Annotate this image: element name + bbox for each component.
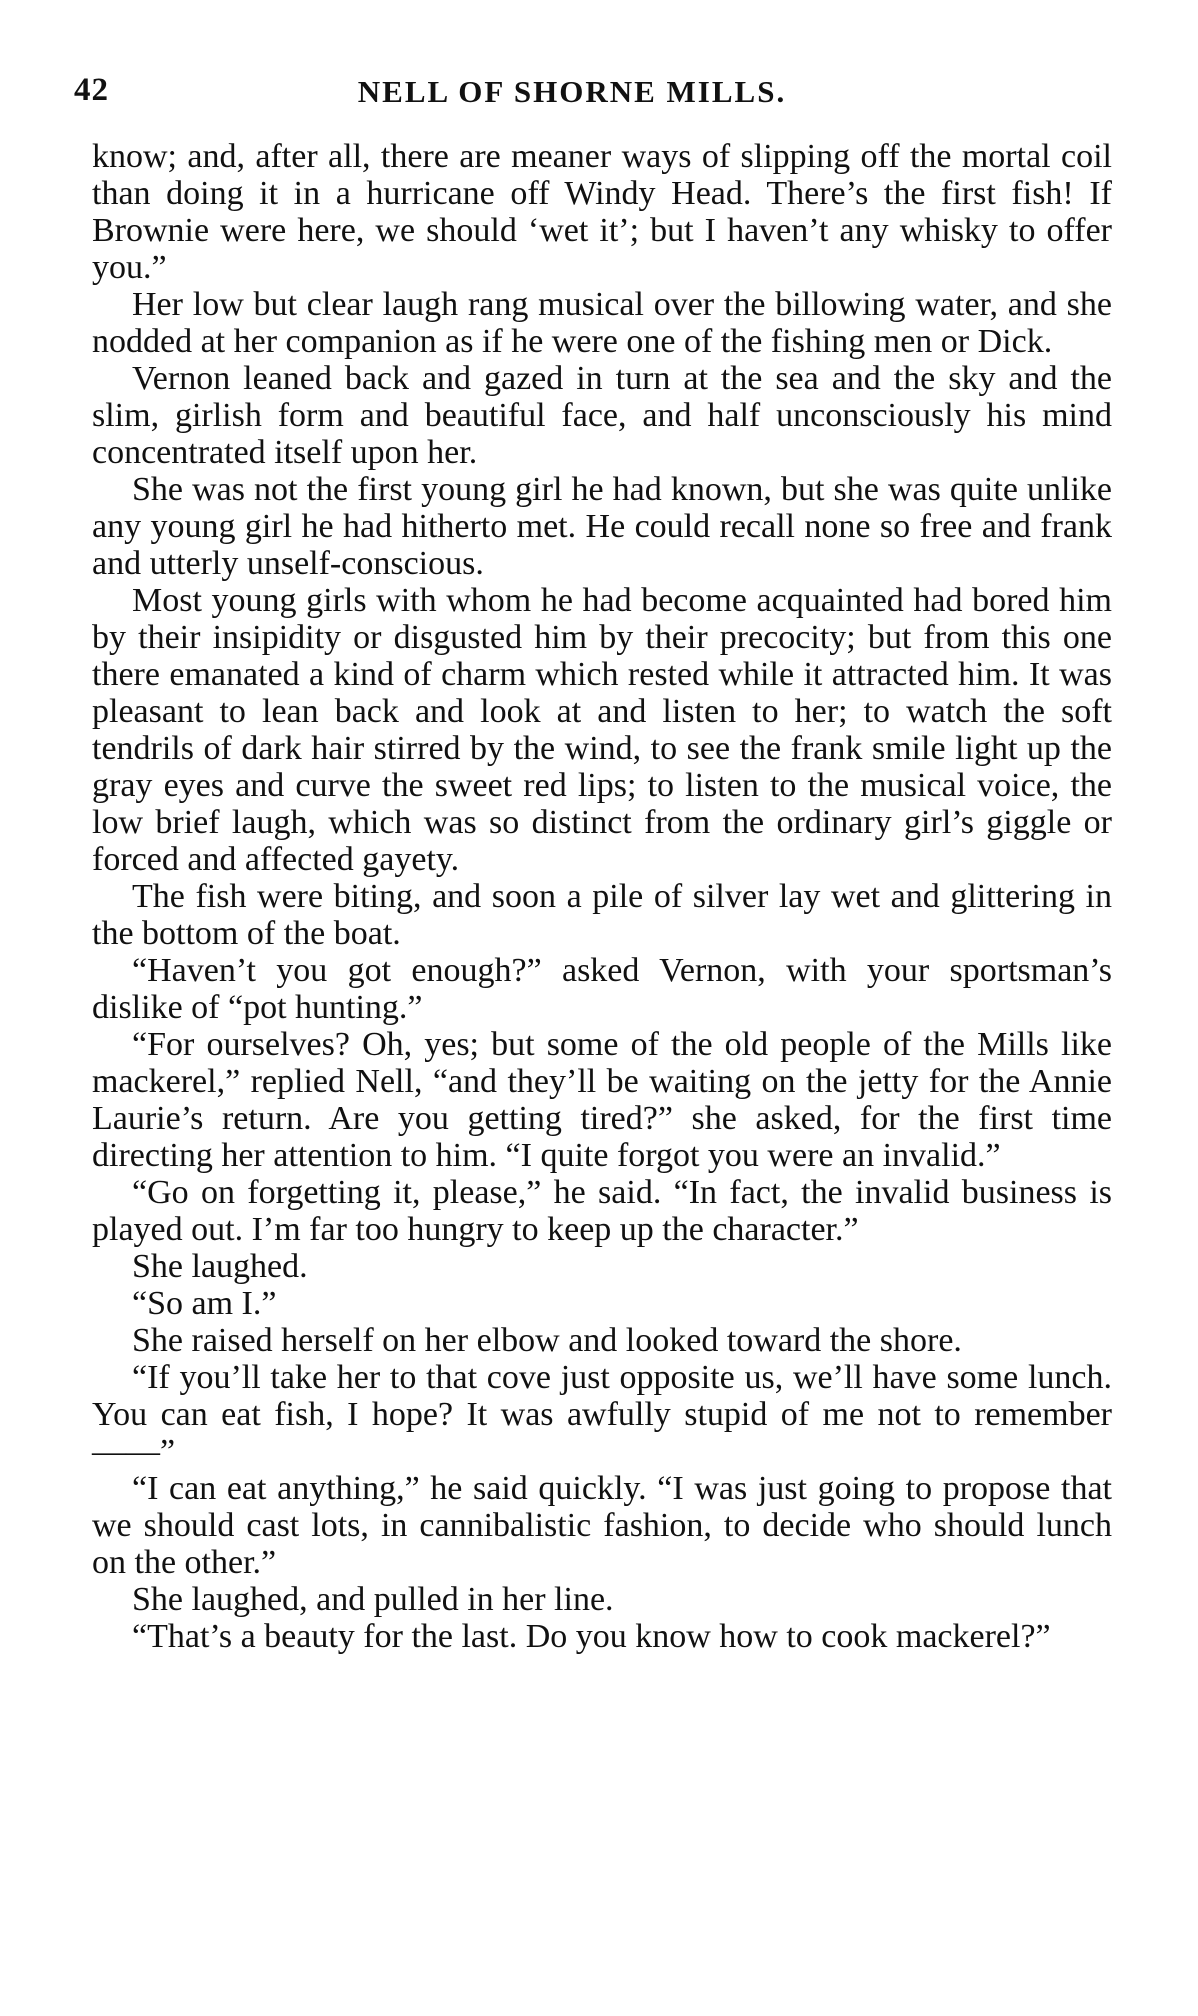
page-number: 42 [74,72,109,108]
paragraph: know; and, after all, there are meaner ways of slipping off the mortal coil than doing it in a hurricane off Windy Head. There’s the first fish! If Brownie were here, we should ‘wet it’; but I haven’t any whisky to offer you.” [92,138,1112,286]
paragraph: “I can eat anything,” he said quickly. “I was just going to propose that we should cast lots, in cannibalistic fashion, to decide who should lunch on the other.” [92,1470,1112,1581]
book-page [74,72,1112,1655]
paragraph: She laughed, and pulled in her line. [132,1581,614,1618]
paragraph: The fish were biting, and soon a pile of silver lay wet and glittering in the bottom of the boat. [92,878,1112,952]
paragraph: “Go on forgetting it, please,” he said. “In fact, the invalid business is played out. I’m far too hungry to keep up the character.” [92,1174,1112,1248]
paragraph: She raised herself on her elbow and looked toward the shore. [132,1322,962,1359]
paragraph: “If you’ll take her to that cove just opposite us, we’ll have some lunch. You can eat fish, I hope? It was awfully stupid of me not to remember——” [92,1359,1112,1470]
paragraph: She laughed. [132,1248,308,1285]
page-header [74,72,1112,132]
paragraph: Vernon leaned back and gazed in turn at the sea and the sky and the slim, girlish form and beautiful face, and half unconsciously his mind concentrated itself upon her. [92,360,1112,471]
paragraph: Her low but clear laugh rang musical over the billowing water, and she nodded at her companion as if he were one of the fishing men or Dick. [92,286,1112,360]
running-title: NELL OF SHORNE MILLS. [357,74,787,109]
paragraph: “For ourselves? Oh, yes; but some of the old people of the Mills like mackerel,” replied Nell, “and they’ll be waiting on the jetty for the Annie Laurie’s return. Are you getting tired?” she asked, for the first time directing her attention to him. “I quite forgot you were an invalid.” [92,1026,1112,1174]
body-text [92,138,1112,1655]
paragraph: “So am I.” [132,1285,277,1322]
paragraph: “Haven’t you got enough?” asked Vernon, with your sportsman’s dislike of “pot hunting.” [92,952,1112,1026]
paragraph: Most young girls with whom he had become acquainted had bored him by their insipidity or disgusted him by their precocity; but from this one there emanated a kind of charm which rested while it attracted him. It was pleasant to lean back and look at and listen to her; to watch the soft tendrils of dark hair stirred by the wind, to see the frank smile light up the gray eyes and curve the sweet red lips; to listen to the musical voice, the low brief laugh, which was so distinct from the ordinary girl’s giggle or forced and affected gayety. [92,582,1112,878]
paragraph: “That’s a beauty for the last. Do you know how to cook mackerel?” [132,1618,1051,1655]
paragraph: She was not the first young girl he had known, but she was quite unlike any young girl he had hitherto met. He could recall none so free and frank and utterly unself-conscious. [92,471,1112,582]
